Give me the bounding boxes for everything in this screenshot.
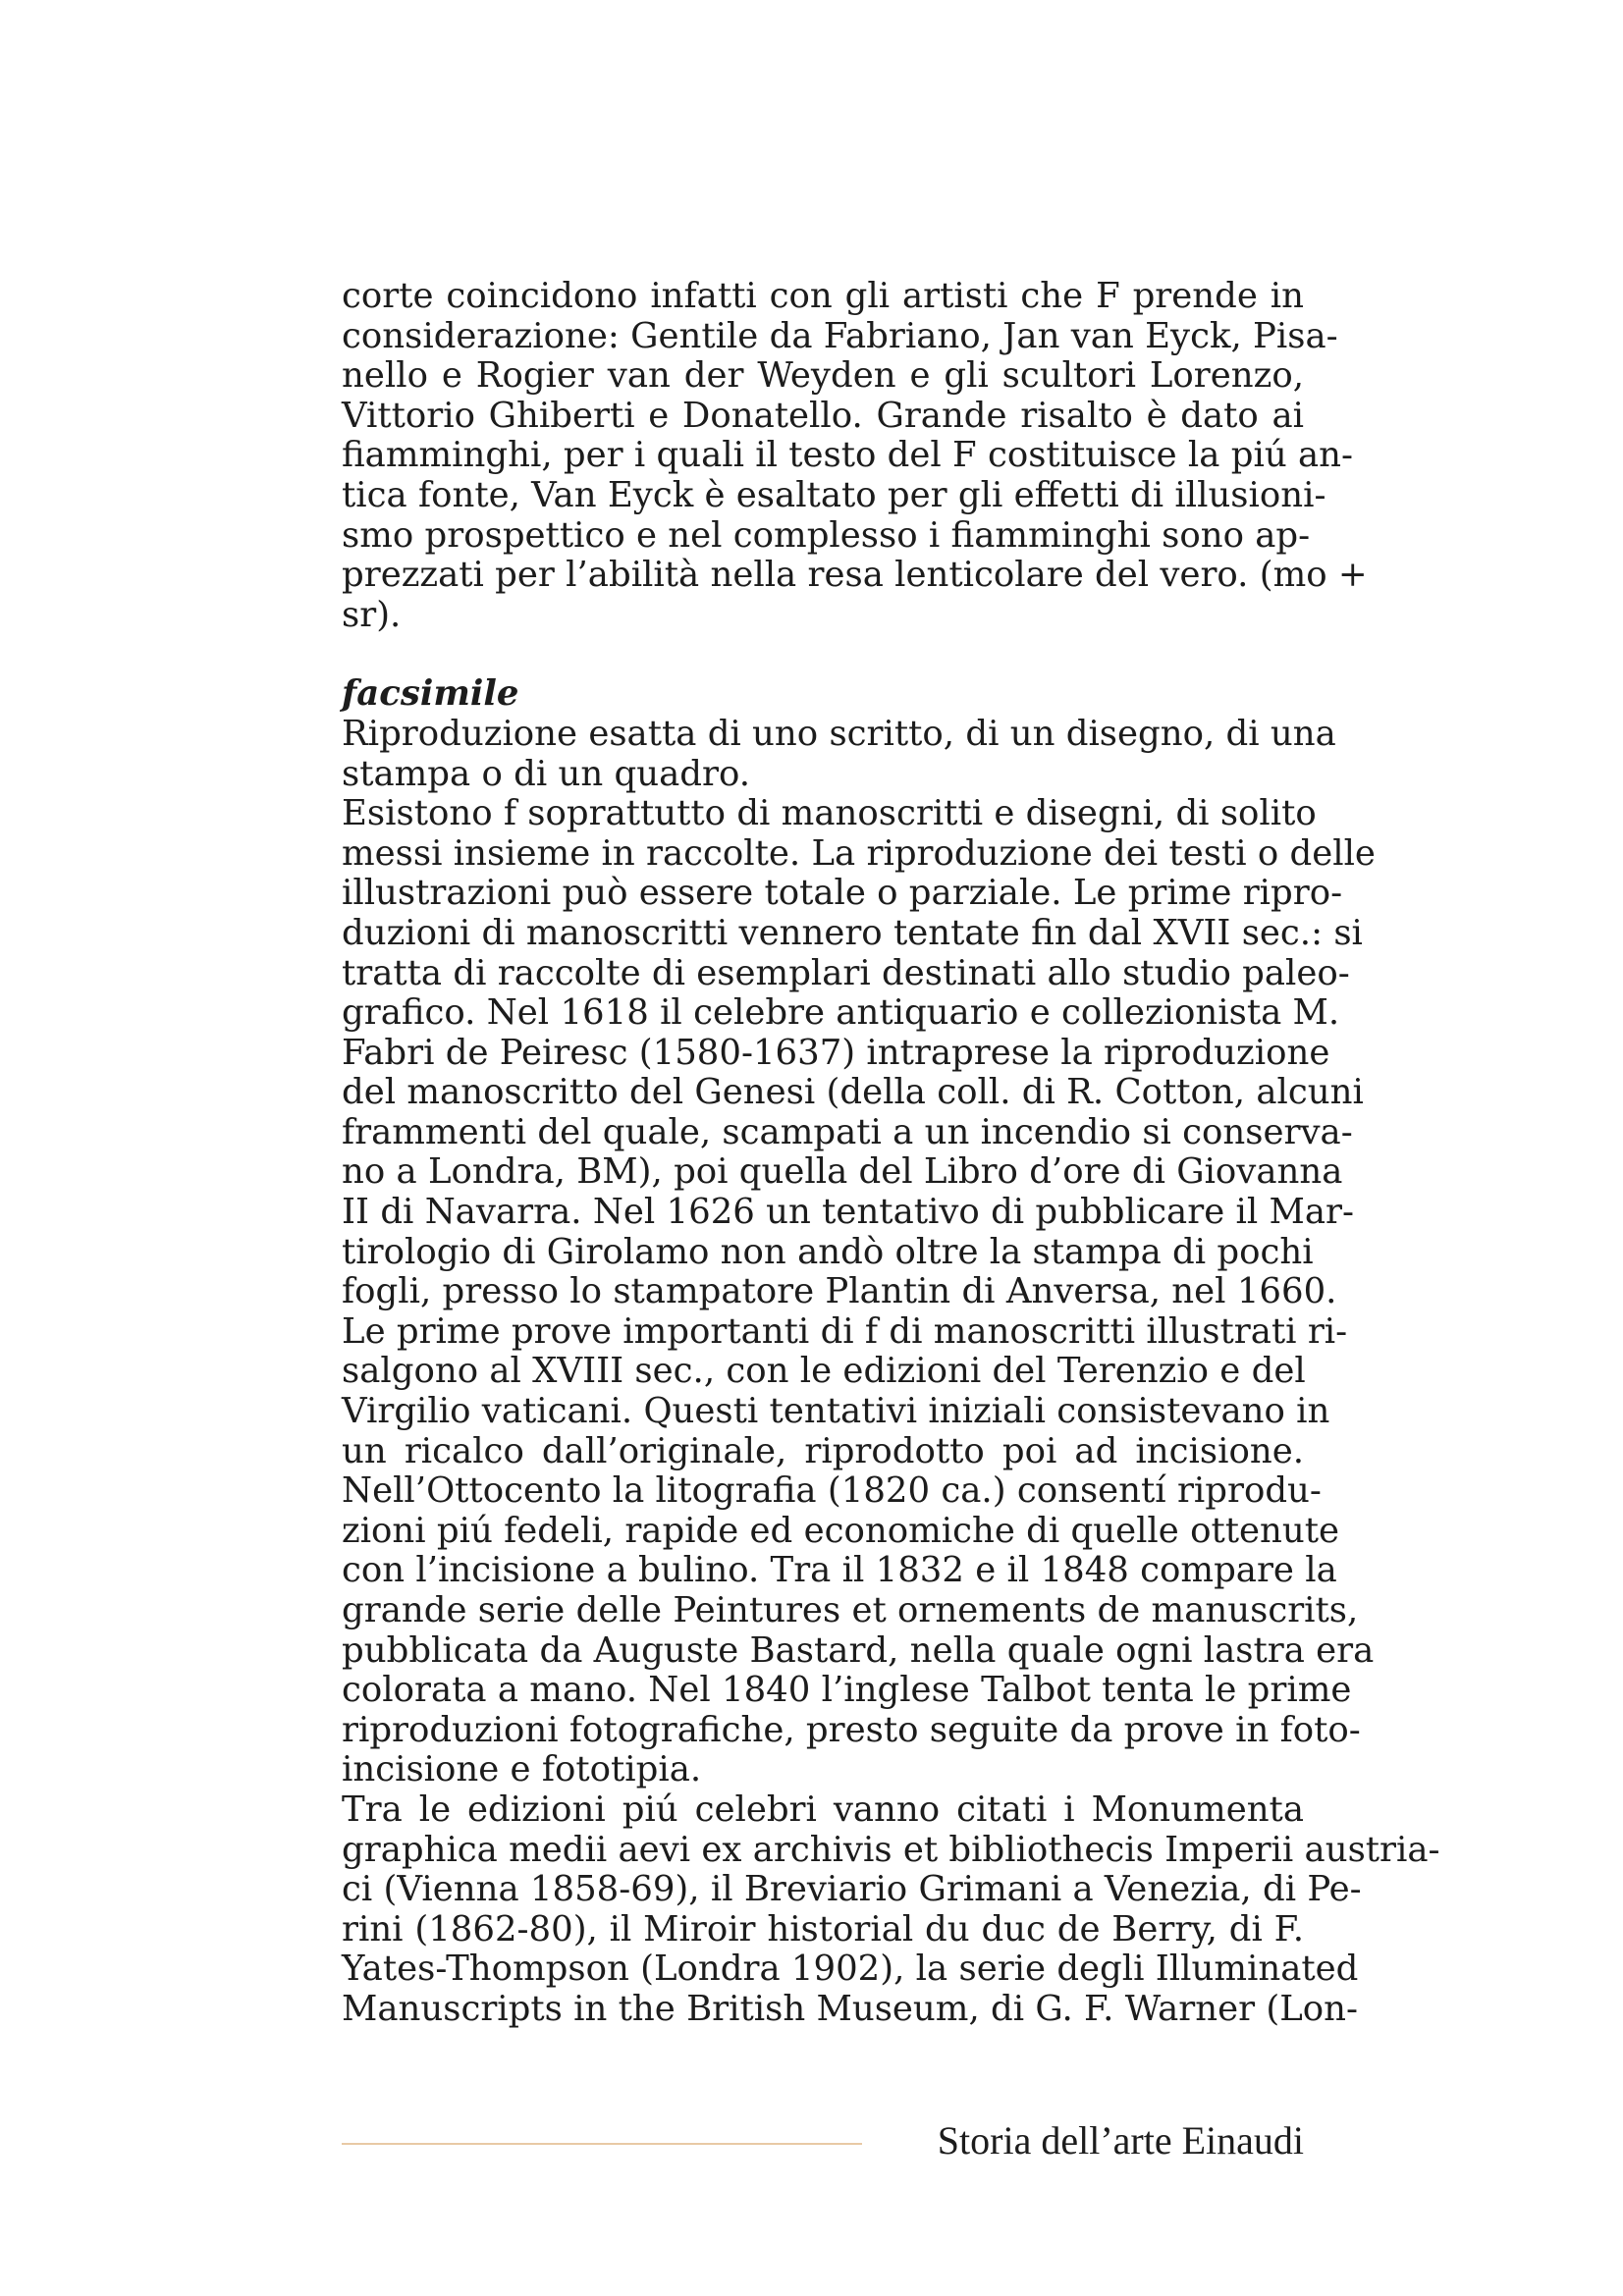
text-line: corte coincidono infatti con gli artisti che F prende in xyxy=(342,276,1304,316)
entry-body xyxy=(342,713,1440,2030)
text-line: Nell’Ottocento la litografia (1820 ca.) consentí riprodu- xyxy=(342,1470,1322,1512)
text-line: Vittorio Ghiberti e Donatello. Grande risalto è dato ai xyxy=(342,395,1304,436)
entry-heading: facsimile xyxy=(342,673,519,715)
text-line: grafico. Nel 1618 il celebre antiquario e collezionista M. xyxy=(342,992,1340,1034)
text-line: grande serie delle Peintures et ornements de manuscrits, xyxy=(342,1590,1359,1630)
text-line: del manoscritto del Genesi (della coll. di R. Cotton, alcuni xyxy=(342,1072,1364,1113)
text-line: Riproduzione esatta di uno scritto, di un disegno, di una xyxy=(342,713,1336,754)
text-line: rini (1862-80), il Miroir historial du duc de Berry, di F. xyxy=(342,1908,1304,1949)
text-line: fiamminghi, per i quali il testo del F costituisce la piú an- xyxy=(342,435,1353,476)
text-line: graphica medii aevi ex archivis et bibliothecis Imperii austria- xyxy=(342,1829,1440,1870)
footer-rule xyxy=(342,2143,862,2145)
text-line: frammenti del quale, scampati a un incendio si conserva- xyxy=(342,1111,1353,1152)
text-line: tica fonte, Van Eyck è esaltato per gli effetti di illusioni- xyxy=(342,474,1326,515)
text-line: Yates-Thompson (Londra 1902), la serie degli Illuminated xyxy=(342,1949,1359,1990)
text-line: riproduzioni fotografiche, presto seguite da prove in foto- xyxy=(342,1709,1361,1750)
text-line: duzioni di manoscritti vennero tentate fin dal XVII sec.: si xyxy=(342,912,1363,953)
text-line: prezzati per l’abilità nella resa lenticolare del vero. (mo + xyxy=(342,555,1368,596)
text-line: salgono al XVIII sec., con le edizioni del Terenzio e del xyxy=(342,1351,1306,1392)
text-line: Le prime prove importanti di f di manoscritti illustrati ri- xyxy=(342,1310,1348,1352)
text-line: nello e Rogier van der Weyden e gli scultori Lorenzo, xyxy=(342,355,1304,397)
text-line: fogli, presso lo stampatore Plantin di Anversa, nel 1660. xyxy=(342,1271,1337,1312)
text-line: Fabri de Peiresc (1580-1637) intraprese la riproduzione xyxy=(342,1032,1330,1073)
section-gap xyxy=(342,635,1304,674)
text-line: Tra le edizioni piú celebri vanno citati i Monumenta xyxy=(342,1789,1304,1830)
text-line: pubblicata da Auguste Bastard, nella quale ogni lastra era xyxy=(342,1629,1375,1671)
text-line: zioni piú fedeli, rapide ed economiche di quelle ottenute xyxy=(342,1510,1339,1551)
text-line: stampa o di un quadro. xyxy=(342,753,750,794)
text-line: Manuscripts in the British Museum, di G. F. Warner (Lon- xyxy=(342,1988,1359,2029)
footer-title: Storia dell’arte Einaudi xyxy=(937,2118,1304,2163)
text-line: incisione e fototipia. xyxy=(342,1749,702,1790)
text-line: con l’incisione a bulino. Tra il 1832 e il 1848 compare la xyxy=(342,1550,1337,1591)
text-line: messi insieme in raccolte. La riproduzione dei testi o delle xyxy=(342,832,1376,874)
text-line: colorata a mano. Nel 1840 l’inglese Talbot tenta le prime xyxy=(342,1670,1352,1711)
text-line: tratta di raccolte di esemplari destinati allo studio paleo- xyxy=(342,952,1350,993)
text-line: tirologio di Girolamo non andò oltre la stampa di pochi xyxy=(342,1231,1314,1272)
text-line: Virgilio vaticani. Questi tentativi iniziali consistevano in xyxy=(342,1391,1330,1432)
text-line: considerazione: Gentile da Fabriano, Jan van Eyck, Pisa- xyxy=(342,315,1338,356)
text-line: Esistono f soprattutto di manoscritti e disegni, di solito xyxy=(342,793,1317,834)
text-line: II di Navarra. Nel 1626 un tentativo di pubblicare il Mar- xyxy=(342,1192,1354,1233)
text-line: ci (Vienna 1858-69), il Breviario Grimani a Venezia, di Pe- xyxy=(342,1869,1362,1910)
text-line: un ricalco dall’originale, riprodotto poi ad incisione. xyxy=(342,1430,1304,1471)
text-line: no a Londra, BM), poi quella del Libro d’ore di Giovanna xyxy=(342,1151,1343,1193)
page-footer xyxy=(342,2117,1304,2166)
text-line: illustrazioni può essere totale o parziale. Le prime ripro- xyxy=(342,873,1343,914)
previous-entry-continuation xyxy=(342,276,1368,635)
page-text xyxy=(342,276,1440,2030)
text-line: smo prospettico e nel complesso i fiamminghi sono ap- xyxy=(342,514,1311,556)
text-line: sr). xyxy=(342,594,402,635)
